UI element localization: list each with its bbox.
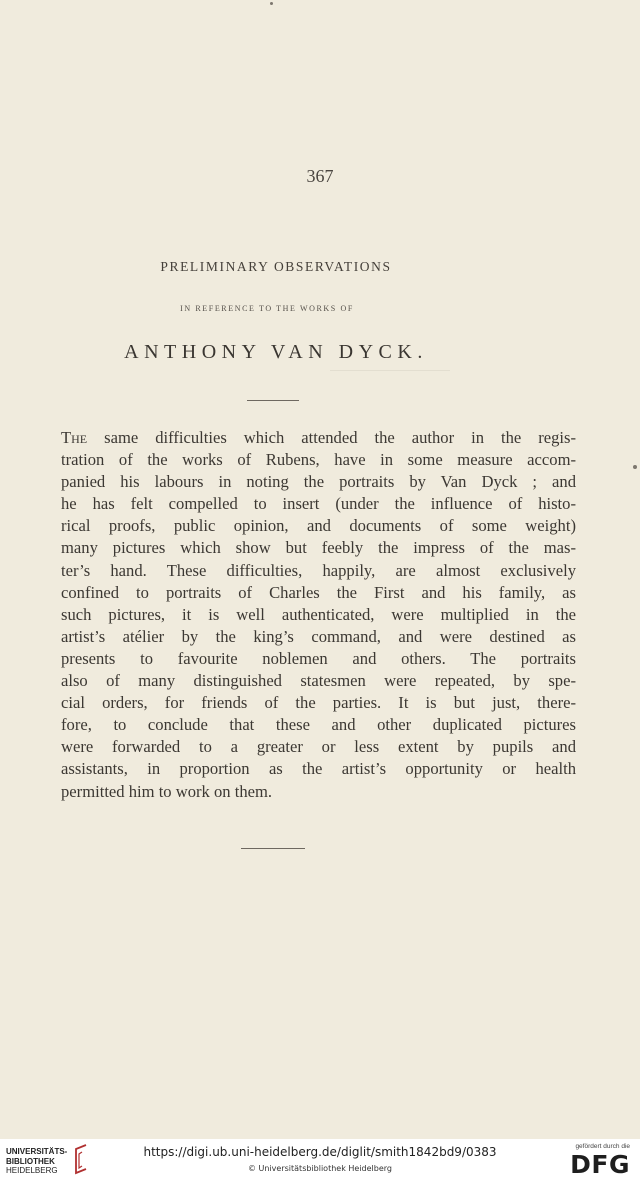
body-line: permitted him to work on them. bbox=[61, 781, 273, 801]
section-subheading: IN REFERENCE TO THE WORKS OF bbox=[180, 304, 354, 313]
body-line: such pictures, it is well authenticated, were multiplied in the bbox=[61, 604, 576, 624]
body-line: he has felt compelled to insert (under the influence of histo- bbox=[61, 494, 576, 514]
library-logo-text[interactable]: UNIVERSITÄTS- BIBLIOTHEK HEIDELBERG bbox=[6, 1147, 68, 1175]
section-heading: PRELIMINARY OBSERVATIONS bbox=[160, 259, 392, 274]
speck-mark bbox=[270, 2, 273, 5]
body-line: tration of the works of Rubens, have in some measure accom- bbox=[61, 450, 576, 470]
body-paragraph bbox=[61, 427, 576, 803]
funding-note: gefördert durch die bbox=[575, 1143, 630, 1150]
end-divider bbox=[241, 848, 305, 849]
body-line: also of many distinguished statesmen were repeated, by spe- bbox=[61, 671, 576, 691]
body-line: assistants, in proportion as the artist’s opportunity or health bbox=[61, 759, 576, 779]
page-title: ANTHONY VAN DYCK. bbox=[124, 341, 428, 363]
body-line: The same difficulties which attended the author in the regis- bbox=[61, 428, 576, 447]
body-line: panied his labours in noting the portraits by Van Dyck ; and bbox=[61, 472, 576, 492]
drop-word: The bbox=[61, 428, 88, 447]
page-number: 367 bbox=[306, 166, 334, 186]
body-line: confined to portraits of Charles the First and his family, as bbox=[61, 582, 576, 602]
permalink-url[interactable]: https://digi.ub.uni-heidelberg.de/diglit/smith1842bd9/0383 bbox=[143, 1145, 497, 1159]
speck-mark bbox=[633, 465, 637, 469]
body-line: many pictures which show but feebly the impress of the mas- bbox=[61, 538, 576, 558]
viewer-footer bbox=[0, 1139, 640, 1183]
body-line: ter’s hand. These difficulties, happily, are almost exclusively bbox=[61, 560, 576, 580]
body-line: were forwarded to a greater or less extent by pupils and bbox=[61, 737, 576, 757]
title-divider bbox=[247, 400, 299, 401]
bleed-through bbox=[330, 370, 450, 395]
body-line: cial orders, for friends of the parties. It is but just, there- bbox=[61, 693, 576, 713]
copyright-credit: © Universitätsbibliothek Heidelberg bbox=[247, 1164, 392, 1173]
body-line: fore, to conclude that these and other duplicated pictures bbox=[61, 715, 576, 735]
body-line: artist’s atélier by the king’s command, and were destined as bbox=[61, 626, 576, 646]
body-line: rical proofs, public opinion, and documents of some weight) bbox=[61, 516, 576, 536]
dfg-logo[interactable]: DFG bbox=[570, 1150, 630, 1179]
body-line: presents to favourite noblemen and others. The portraits bbox=[61, 648, 576, 668]
